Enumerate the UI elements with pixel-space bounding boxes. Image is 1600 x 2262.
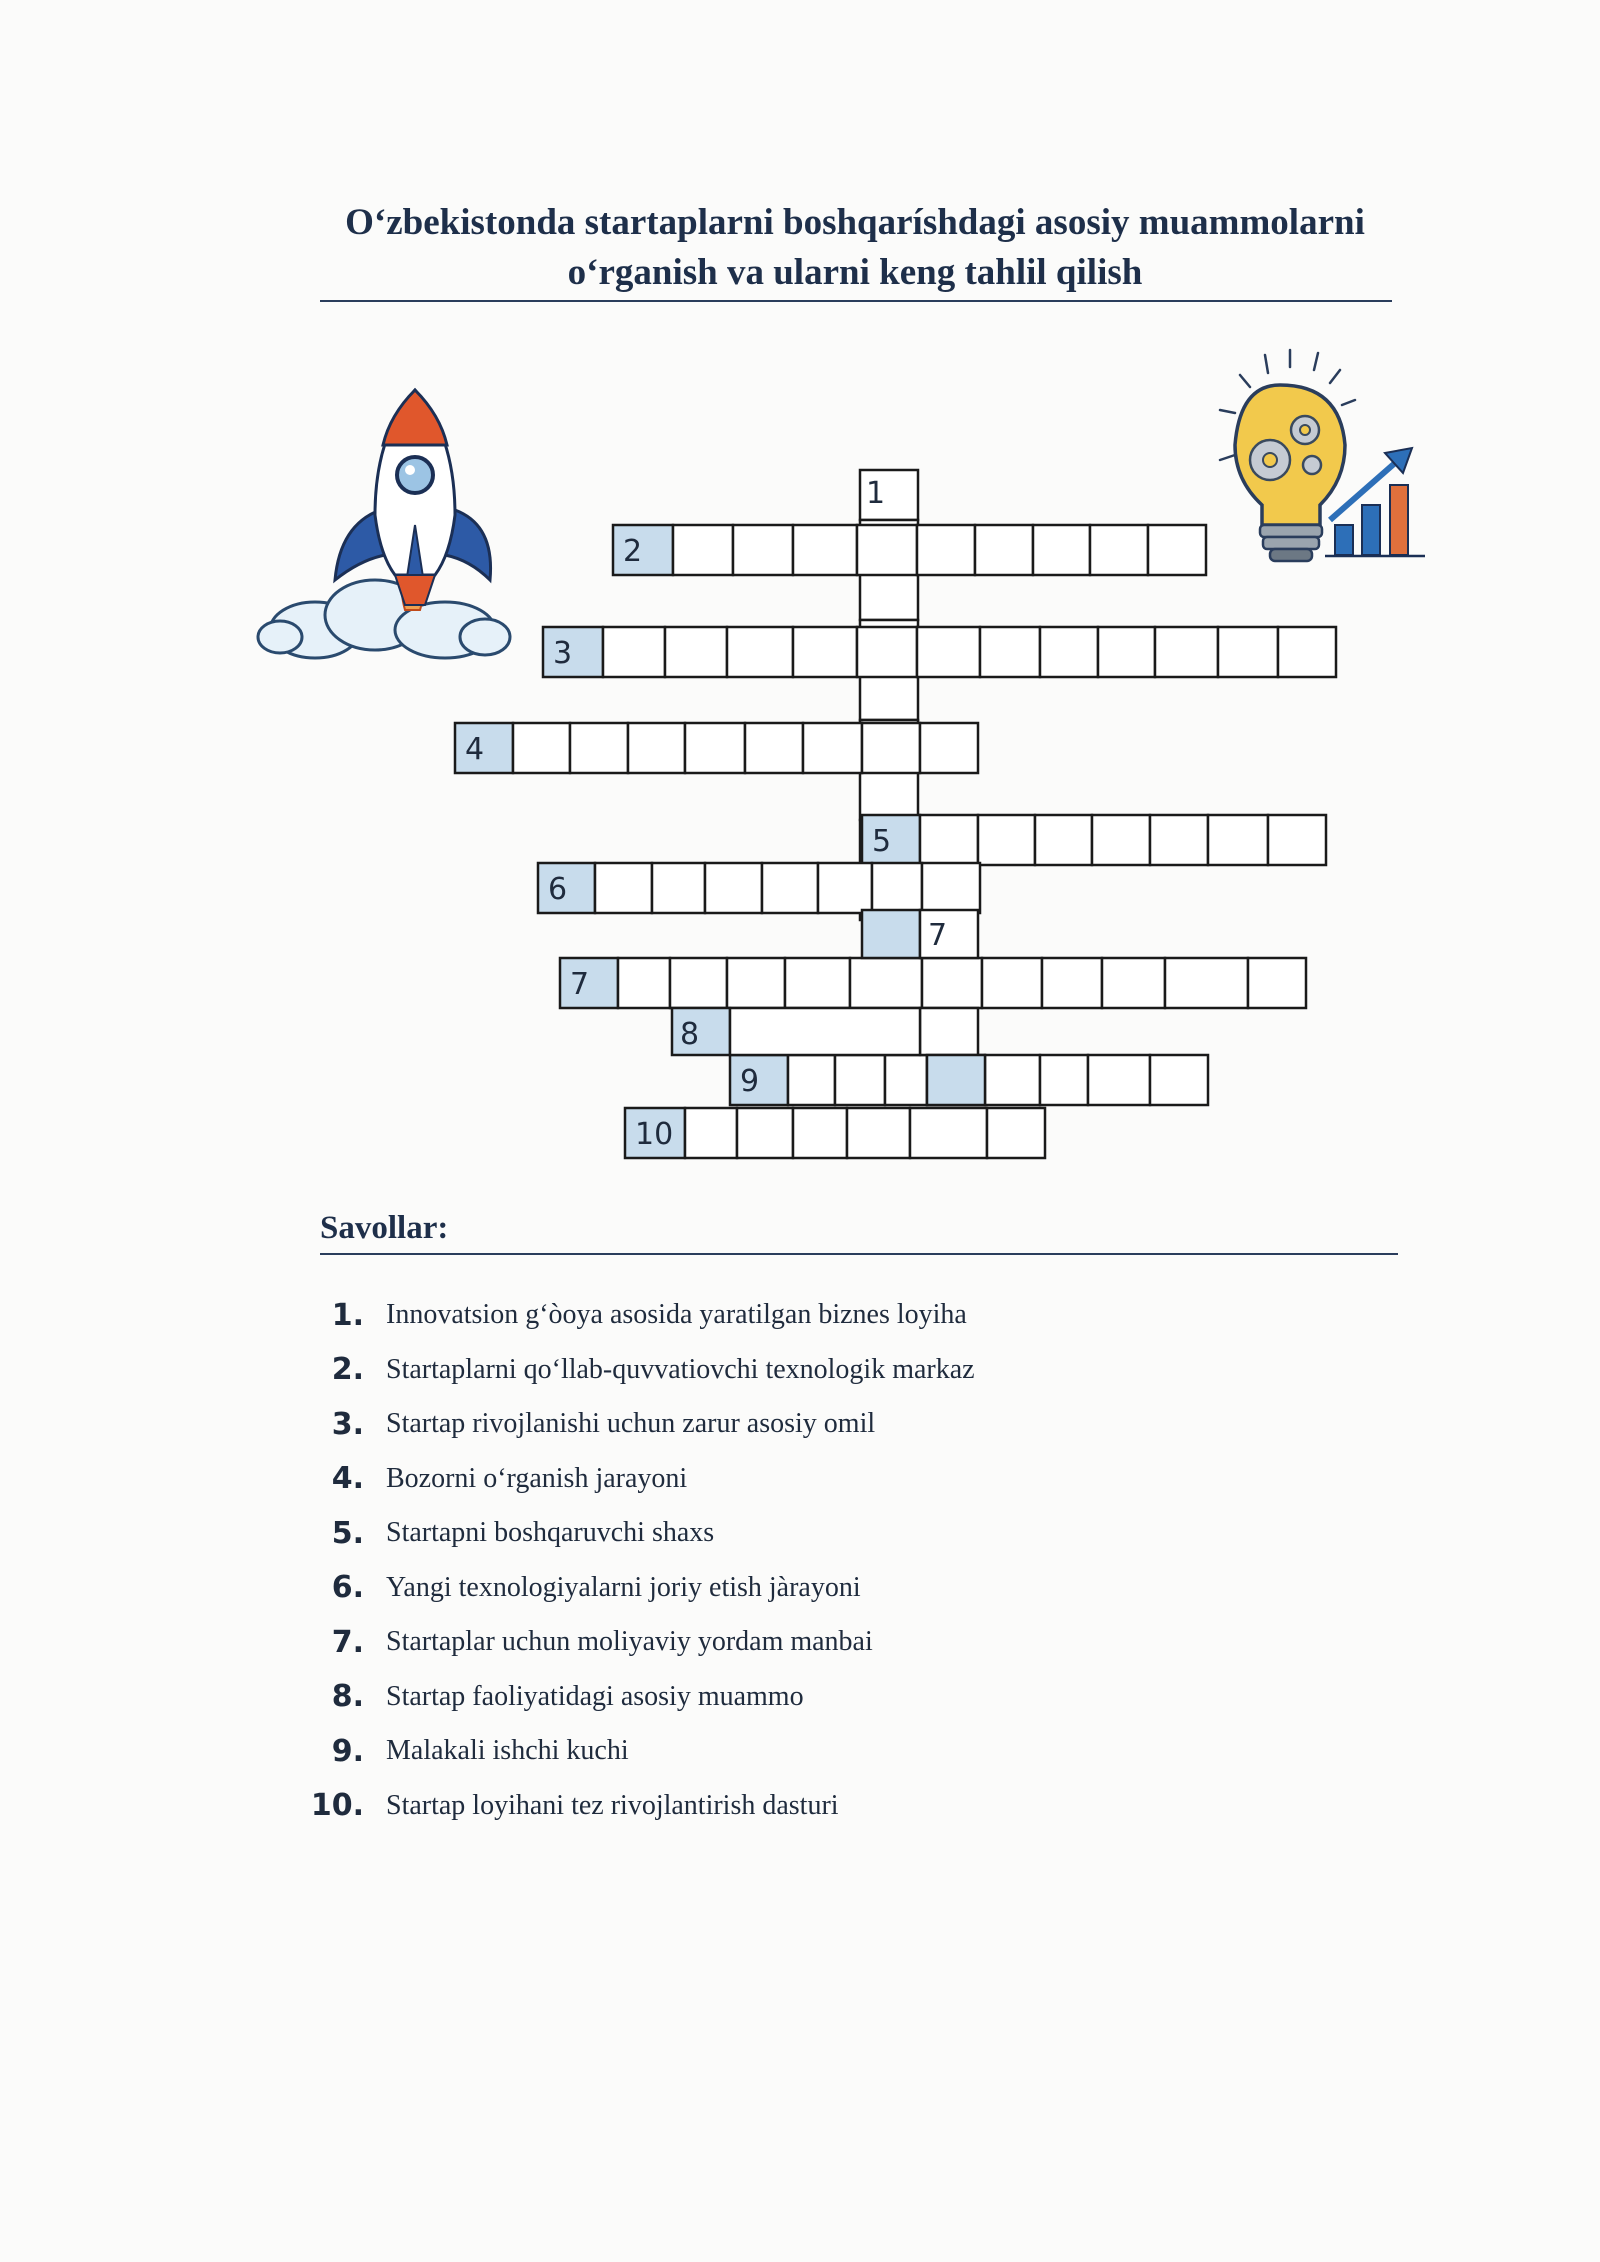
clue-number: 7	[570, 967, 590, 1002]
clue-number: 5	[872, 824, 892, 859]
grid-cell	[985, 1055, 1040, 1105]
grid-cell	[1098, 627, 1155, 677]
grid-cell	[980, 627, 1040, 677]
grid-cell	[673, 525, 733, 575]
question-item	[300, 1506, 1300, 1561]
grid-cell	[1090, 525, 1148, 575]
grid-cell	[1040, 1055, 1088, 1105]
grid-cell	[982, 958, 1042, 1008]
grid-cell	[1092, 815, 1150, 865]
question-text: Bozorni o‘rganish jarayoni	[386, 1462, 688, 1494]
question-text: Startap rivojlanishi uchun zarur asosiy omil	[386, 1408, 876, 1440]
grid-cell	[1088, 1055, 1150, 1105]
question-number: 6.	[331, 1570, 364, 1606]
question-number: 7.	[331, 1624, 364, 1660]
question-text: Innovatsion g‘òoya asosida yaratilgan biznes loyiha	[386, 1299, 967, 1331]
grid-cell	[1102, 958, 1165, 1008]
grid-cell	[872, 863, 922, 913]
clue-cell	[862, 910, 920, 958]
question-number: 8.	[331, 1679, 364, 1715]
grid-cell	[793, 525, 857, 575]
grid-cell	[785, 958, 850, 1008]
grid-cell	[1035, 815, 1092, 865]
grid-cell	[670, 958, 727, 1008]
question-number: 5.	[331, 1515, 364, 1551]
grid-cell	[685, 1108, 737, 1158]
grid-cell	[1278, 627, 1336, 677]
question-text: Startap loyihani tez rivojlantirish dasturi	[386, 1789, 839, 1821]
grid-cell	[1208, 815, 1268, 865]
question-text: Malakali ishchi kuchi	[386, 1735, 629, 1767]
grid-cell	[847, 1108, 910, 1158]
grid-cell	[1040, 627, 1098, 677]
grid-cell	[818, 863, 872, 913]
clue-number: 1	[866, 476, 886, 511]
question-item	[300, 1397, 1300, 1452]
grid-cell	[1148, 525, 1206, 575]
question-item	[300, 1615, 1300, 1670]
grid-cell	[628, 723, 685, 773]
grid-cell	[835, 1055, 885, 1105]
title-line-2: o‘rganish va ularni keng tahlil qilish	[567, 252, 1143, 293]
grid-cell	[513, 723, 570, 773]
grid-cell	[603, 627, 665, 677]
grid-cell	[922, 958, 982, 1008]
grid-cell	[745, 723, 803, 773]
grid-cell	[665, 627, 727, 677]
grid-cell	[860, 570, 918, 620]
grid-cell	[917, 525, 975, 575]
grid-cell	[920, 1008, 978, 1055]
grid-cell	[920, 815, 978, 865]
grid-cell	[1033, 525, 1090, 575]
question-number: 9.	[331, 1733, 364, 1769]
questions-heading: Savollar:	[320, 1210, 449, 1246]
clue-number: 7	[928, 918, 948, 953]
question-number: 1.	[331, 1297, 364, 1333]
clue-cell	[927, 1055, 985, 1105]
grid-cell	[762, 863, 818, 913]
grid-cell	[860, 770, 918, 820]
question-item	[300, 1670, 1300, 1725]
grid-cell	[1248, 958, 1306, 1008]
question-text: Startap faoliyatidagi asosiy muammo	[386, 1680, 804, 1712]
clue-number: 6	[548, 872, 568, 907]
grid-cell	[917, 627, 980, 677]
question-item	[300, 1779, 1300, 1834]
question-item	[300, 1452, 1300, 1507]
grid-cell	[1218, 627, 1278, 677]
grid-cell	[1150, 815, 1208, 865]
grid-cell	[733, 525, 793, 575]
grid-cell	[975, 525, 1033, 575]
grid-cell	[857, 525, 917, 575]
grid-cell	[910, 1108, 987, 1158]
grid-cell	[987, 1108, 1045, 1158]
grid-cell	[685, 723, 745, 773]
grid-cell	[705, 863, 762, 913]
grid-cell	[1268, 815, 1326, 865]
grid-cell	[793, 1108, 847, 1158]
grid-cell	[978, 815, 1035, 865]
grid-cell	[727, 958, 785, 1008]
question-number: 2.	[331, 1352, 364, 1388]
question-item	[300, 1343, 1300, 1398]
grid-cell	[850, 958, 922, 1008]
grid-cell	[727, 627, 793, 677]
clue-number: 10	[635, 1117, 674, 1152]
question-item	[300, 1724, 1300, 1779]
clue-number: 2	[623, 534, 643, 569]
question-text: Startaplar uchun moliyaviy yordam manbai	[386, 1626, 873, 1658]
clue-cell	[543, 627, 603, 677]
clue-number: 8	[680, 1017, 700, 1052]
question-number: 10.	[310, 1788, 364, 1824]
question-text: Yangi texnologiyalarni joriy etish jàrayoni	[386, 1571, 861, 1603]
clue-number: 9	[740, 1064, 760, 1099]
clue-cell	[613, 525, 673, 575]
questions-list	[300, 1288, 1300, 1833]
clue-number: 4	[465, 732, 485, 767]
grid-cell	[885, 1055, 927, 1105]
grid-cell	[737, 1108, 793, 1158]
question-item	[300, 1288, 1300, 1343]
grid-cell	[570, 723, 628, 773]
grid-cell	[1155, 627, 1218, 677]
clue-number: 3	[553, 636, 573, 671]
title-line-1: O‘zbekistonda startaplarni boshqaríshdagi asosiy muammolarni	[345, 202, 1365, 243]
question-number: 4.	[331, 1461, 364, 1497]
grid-cell	[1042, 958, 1102, 1008]
question-item	[300, 1561, 1300, 1616]
question-text: Startaplarni qo‘llab-quvvatiovchi texnologik markaz	[386, 1353, 975, 1385]
grid-cell	[803, 723, 862, 773]
grid-cell	[793, 627, 857, 677]
question-text: Startapni boshqaruvchi shaxs	[386, 1517, 715, 1549]
grid-cell	[618, 958, 670, 1008]
grid-cell	[922, 863, 980, 913]
grid-cell	[1165, 958, 1248, 1008]
grid-cell	[920, 723, 978, 773]
grid-cell	[862, 723, 920, 773]
questions-divider	[320, 1253, 1398, 1255]
grid-cell	[788, 1055, 835, 1105]
grid-cell	[652, 863, 705, 913]
grid-cell	[595, 863, 652, 913]
grid-cell	[857, 627, 917, 677]
grid-cell	[730, 1008, 920, 1055]
question-number: 3.	[331, 1406, 364, 1442]
grid-cell	[1150, 1055, 1208, 1105]
